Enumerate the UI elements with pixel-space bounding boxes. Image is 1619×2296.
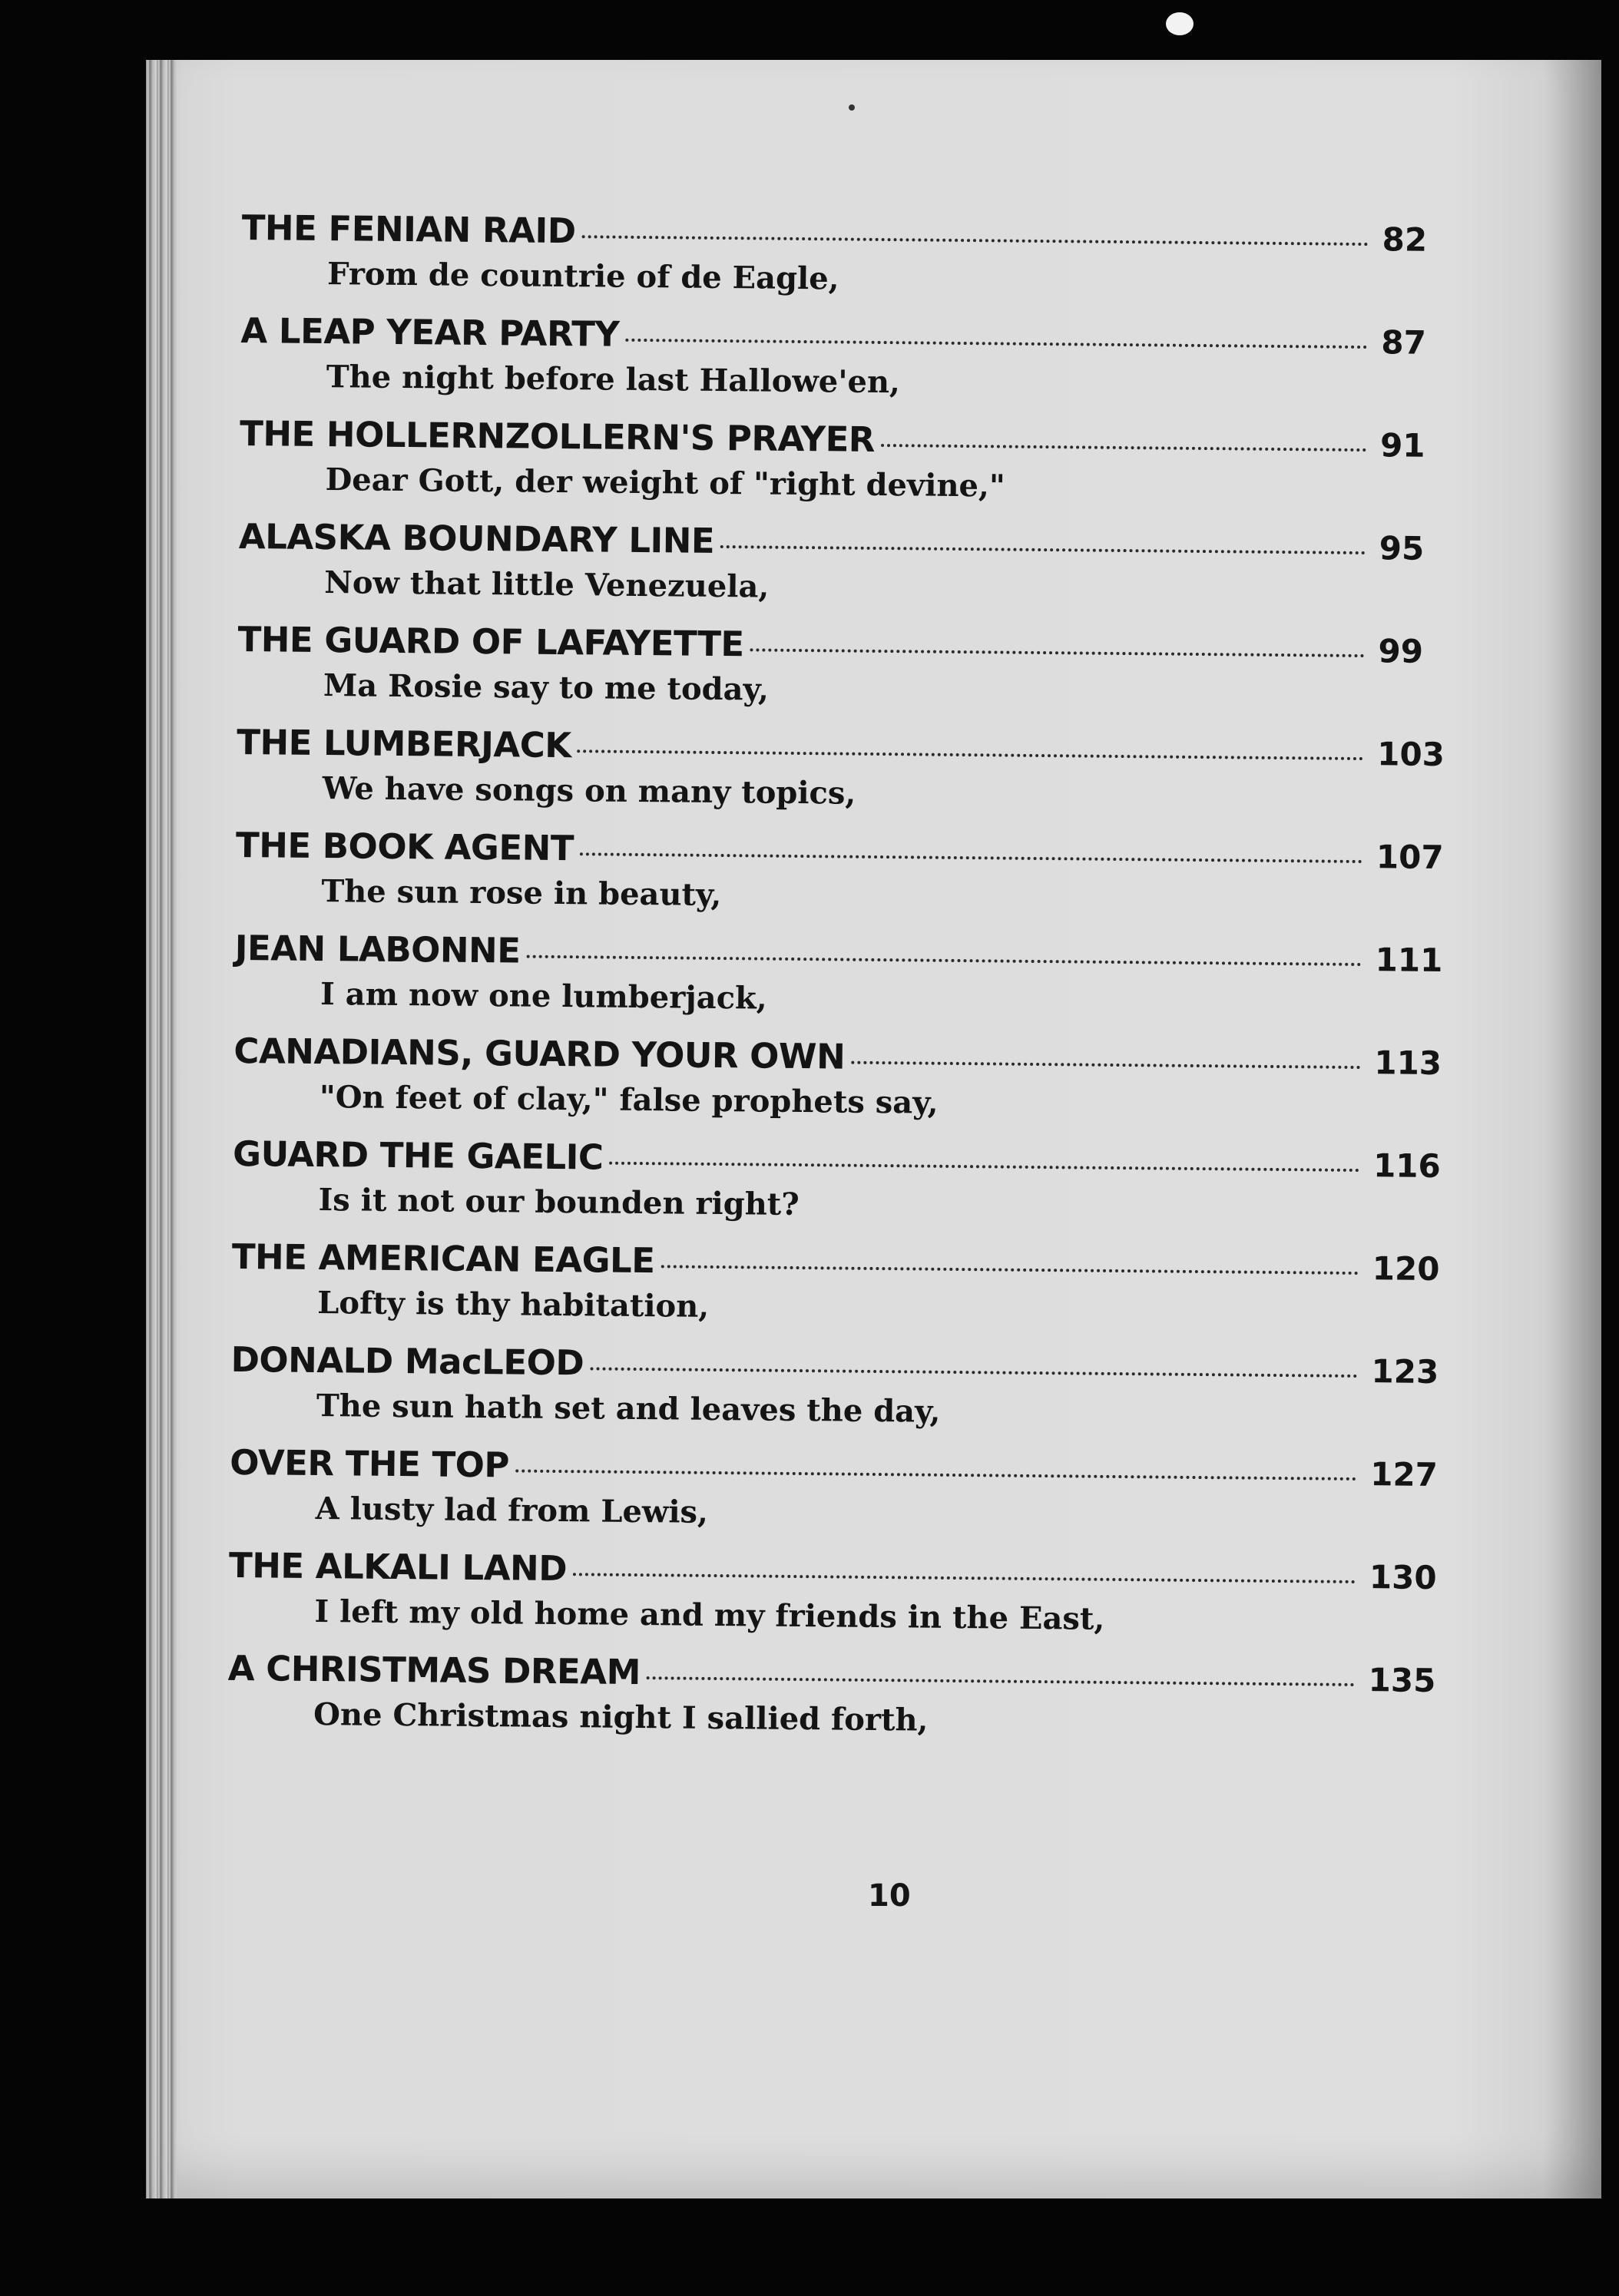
toc-entry: [231, 1236, 1440, 1351]
dot-leader: [750, 648, 1365, 657]
dot-leader: [590, 1367, 1357, 1378]
toc-entry: [230, 1338, 1439, 1454]
toc-entry: [239, 413, 1434, 528]
toc-page-number: 91: [1379, 426, 1425, 465]
toc-entry: [241, 207, 1436, 322]
toc-page-number: 95: [1379, 529, 1425, 567]
toc-entry: [236, 721, 1445, 836]
toc-first-line: The night before last Hallowe'en,: [326, 359, 901, 401]
dot-leader: [580, 852, 1362, 863]
toc-entry: [234, 927, 1443, 1042]
toc-entry: [240, 310, 1435, 425]
toc-page-number: 111: [1375, 941, 1443, 980]
toc-page-number: 82: [1382, 220, 1428, 259]
toc-entry-title: THE BOOK AGENT: [235, 824, 574, 869]
toc-entry-title: THE LUMBERJACK: [237, 721, 571, 766]
dot-leader: [526, 955, 1361, 966]
dot-leader: [647, 1676, 1355, 1686]
dot-leader: [582, 235, 1369, 246]
toc-entry-title: THE ALKALI LAND: [228, 1544, 568, 1590]
toc-first-line: I left my old home and my friends in the East,: [314, 1593, 1105, 1637]
toc-page-number: 120: [1372, 1249, 1440, 1289]
toc-page-number: 87: [1381, 323, 1427, 362]
toc-page-number: 123: [1371, 1352, 1439, 1391]
toc-first-line: Lofty is thy habitation,: [317, 1285, 710, 1325]
toc-entry-title: THE AMERICAN EAGLE: [231, 1236, 655, 1282]
toc-entry: [233, 1030, 1442, 1145]
dot-leader: [573, 1573, 1356, 1583]
dot-leader: [720, 545, 1366, 554]
toc-first-line: Now that little Venezuela,: [324, 564, 770, 605]
page-folio-number: 10: [868, 1878, 911, 1914]
toc-page-number: 130: [1369, 1558, 1437, 1597]
toc-entry: [238, 516, 1433, 630]
table-of-contents: [227, 207, 1445, 1762]
toc-entry-title: DONALD MacLEOD: [230, 1338, 584, 1384]
hole-punch-mark: [1166, 12, 1194, 35]
toc-first-line: From de countrie of de Eagle,: [326, 256, 839, 297]
toc-first-line: Dear Gott, der weight of "right devine,": [325, 462, 1005, 505]
speck-mark: [849, 104, 855, 111]
toc-page-number: 99: [1378, 632, 1424, 670]
toc-page-number: 135: [1368, 1661, 1436, 1700]
dot-leader: [661, 1265, 1358, 1275]
toc-first-line: I am now one lumberjack,: [319, 976, 767, 1017]
dot-leader: [851, 1061, 1360, 1069]
toc-entry-title: OVER THE TOP: [230, 1441, 510, 1486]
dot-leader: [881, 444, 1366, 452]
toc-entry-title: JEAN LABONNE: [234, 927, 521, 971]
dot-leader: [578, 749, 1364, 760]
toc-first-line: Ma Rosie say to me today,: [323, 667, 770, 708]
dot-leader: [625, 339, 1367, 349]
toc-entry-title: THE GUARD OF LAFAYETTE: [237, 618, 744, 665]
toc-entry: [232, 1133, 1441, 1248]
toc-page-number: 116: [1372, 1146, 1441, 1186]
page-binding-edge: [146, 60, 177, 2198]
toc-entry: [229, 1441, 1439, 1557]
toc-entry: [235, 824, 1444, 939]
toc-entry-title: A LEAP YEAR PARTY: [240, 309, 620, 355]
toc-entry-title: THE HOLLERNZOLLERN'S PRAYER: [239, 412, 876, 460]
dot-leader: [515, 1469, 1356, 1480]
toc-page-number: 107: [1376, 838, 1444, 877]
toc-page-number: 103: [1377, 735, 1445, 774]
toc-entry: [237, 619, 1432, 733]
toc-entry-title: GUARD THE GAELIC: [232, 1133, 604, 1178]
toc-entry: [227, 1647, 1436, 1762]
toc-entry-title: THE FENIAN RAID: [241, 207, 576, 252]
toc-page-number: 113: [1374, 1044, 1442, 1083]
toc-first-line: One Christmas night I sallied forth,: [313, 1696, 929, 1739]
toc-first-line: "On feet of clay," false prophets say,: [319, 1079, 939, 1121]
toc-first-line: A lusty lad from Lewis,: [315, 1490, 709, 1530]
toc-first-line: Is it not our bounden right?: [318, 1182, 800, 1223]
toc-entry-title: ALASKA BOUNDARY LINE: [238, 515, 715, 561]
toc-entry-title: CANADIANS, GUARD YOUR OWN: [233, 1030, 846, 1077]
toc-entry-title: A CHRISTMAS DREAM: [227, 1647, 641, 1693]
toc-first-line: We have songs on many topics,: [322, 770, 856, 812]
toc-first-line: The sun hath set and leaves the day,: [316, 1388, 941, 1430]
toc-first-line: The sun rose in beauty,: [321, 873, 722, 914]
toc-page-number: 127: [1369, 1455, 1439, 1494]
dot-leader: [609, 1162, 1359, 1172]
toc-entry: [228, 1544, 1437, 1659]
